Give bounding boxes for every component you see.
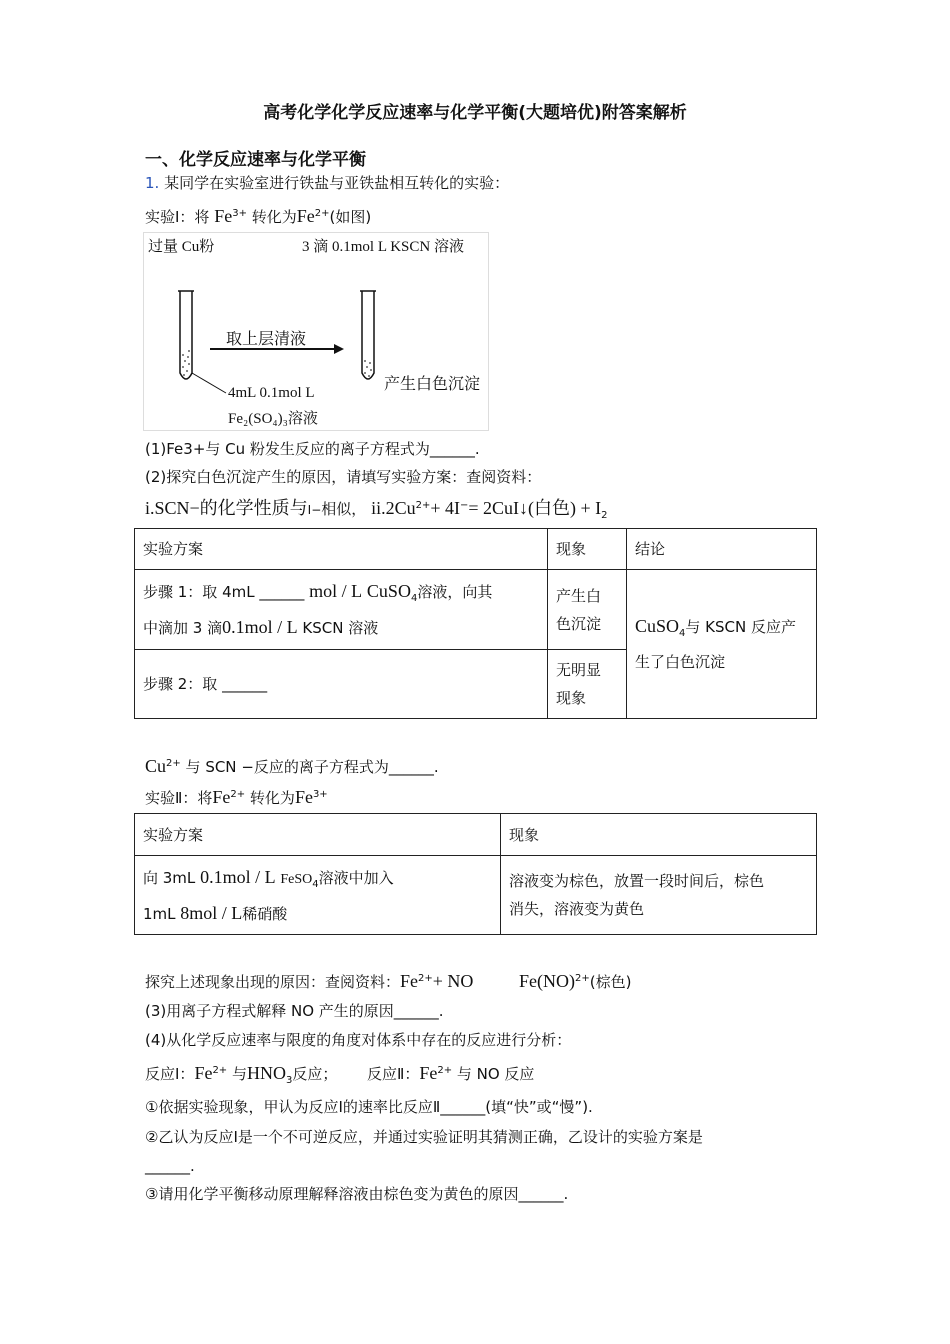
t2-conc: 0.1mol / L [200, 866, 276, 887]
info-ii-sub: 2 [601, 510, 608, 521]
step1-phen-a: 产生白 [556, 586, 602, 605]
react2-tail: 与 NO 反应 [456, 1065, 535, 1083]
cu-scn-question [145, 753, 439, 778]
sub-question-1: ①依据实验现象，甲认为反应Ⅰ的速率比反应Ⅱ______(填“快”或“慢”). [145, 1098, 593, 1116]
step1-cuso: CuSO [366, 581, 411, 601]
fig-result-label: 产生白色沉淀 [384, 376, 481, 393]
sub-question-3: ③请用化学平衡移动原理解释溶液由棕色变为黄色的原因______. [145, 1185, 569, 1203]
question-part-2: (2)探究白色沉淀产生的原因，请填写实验方案：查阅资料： [145, 468, 542, 486]
cu-symbol: Cu [145, 756, 167, 776]
info-ii-sup: 2+ [415, 500, 431, 511]
table2-phenomenon [501, 856, 817, 935]
table1-step2-phenomenon [548, 650, 627, 719]
explore-text-a: 探究上述现象出现的原因：查阅资料： [145, 973, 401, 991]
step1-text-c: 中滴加 3 滴 [143, 619, 223, 637]
step1-unit: mol / L [309, 581, 363, 601]
fig-cu-powder-label: 过量 Cu粉 [148, 239, 215, 255]
t2-conc2: 8mol / L [180, 902, 243, 923]
exp1-mid-text: 转化为 [251, 208, 297, 226]
question-1-intro [145, 172, 509, 194]
table2-header-phenomenon: 现象 [501, 814, 817, 856]
react1-fe: Fe [194, 1063, 213, 1083]
t2-text-b: 溶液中加入 [318, 868, 394, 887]
exp2-fe2-sup: 2+ [230, 789, 246, 800]
fig-solution-name: Fe₂(SO₄)₃溶液 [228, 411, 318, 427]
explore-fe: Fe [400, 971, 419, 991]
table1-header-conclusion: 结论 [627, 529, 817, 570]
section-heading: 一、化学反应速率与化学平衡 [145, 150, 366, 170]
fig-arrow-label: 取上层清液 [226, 331, 307, 348]
fig-drawing [144, 233, 488, 430]
exp1-fe2: Fe [296, 206, 315, 226]
exp1-end-text: (如图) [329, 208, 372, 226]
experiment-table-2 [134, 813, 817, 935]
exp2-mid-text: 转化为 [249, 789, 295, 807]
react1-hno-sub: 3 [285, 1075, 293, 1086]
explore-color: (棕色) [589, 973, 632, 991]
exp2-fe3: Fe [294, 787, 313, 807]
cu-sup: 2+ [166, 758, 181, 769]
t2-feso-sub: 4 [312, 878, 319, 890]
info-ii-iodide: + 4I [430, 498, 460, 518]
exp1-fe3-sup: 3+ [232, 208, 247, 219]
t2-phen-a: 溶液变为棕色，放置一段时间后，棕色 [509, 872, 765, 890]
explore-fe-no: Fe(NO) [518, 971, 575, 991]
step1-phen-b: 色沉淀 [556, 614, 602, 633]
explore-reference [145, 968, 631, 993]
table1-step2-plan: 步骤 2：取 ______ [135, 650, 548, 719]
info-i-tail: 相似， [321, 500, 367, 518]
table1-step1-plan [135, 570, 548, 650]
document-title: 高考化学化学反应速率与化学平衡(大题培优)附答案解析 [263, 103, 687, 123]
exp2-label-text: 实验Ⅱ：将 [145, 789, 213, 807]
t2-text-c: 1mL [143, 904, 176, 923]
explore-fe-sup: 2+ [418, 973, 433, 984]
exp2-fe2: Fe [212, 787, 231, 807]
info-i-iodide: I− [307, 503, 322, 517]
table1-header-plan: 实验方案 [135, 529, 548, 570]
conclusion-cuso-sub: 4 [679, 628, 686, 639]
precipitate-dots-icon [364, 360, 372, 377]
sub-question-2-cont: ______. [145, 1157, 195, 1175]
t2-text-d: 稀硝酸 [242, 904, 288, 923]
experiment-table-1 [134, 528, 817, 719]
info-ii-products: = 2CuI↓(白色) + I [468, 498, 602, 518]
exp1-fe2-sup: 2+ [314, 208, 330, 219]
react1-tail: 反应； [292, 1065, 338, 1083]
table1-conclusion [627, 570, 817, 719]
reactions-line [145, 1060, 534, 1092]
info-i-text: i.SCN−的化学性质与 [145, 498, 308, 518]
t2-feso: FeSO [280, 871, 313, 887]
explore-no: + NO [432, 971, 474, 991]
step1-text-d: KSCN 溶液 [302, 619, 379, 637]
react2-fe-sup: 2+ [437, 1065, 453, 1076]
table2-header-plan: 实验方案 [135, 814, 501, 856]
step1-text-a: 步骤 1：取 4mL ______ [143, 583, 310, 601]
reference-info [145, 495, 608, 527]
react1-fe-sup: 2+ [212, 1065, 228, 1076]
step2-phen-b: 现象 [556, 689, 587, 707]
exp1-label-text: 实验Ⅰ：将 [145, 208, 210, 226]
t2-phen-b: 消失，溶液变为黄色 [509, 900, 645, 918]
table1-step1-phenomenon [548, 570, 627, 650]
explore-fe-no-sup: 2+ [574, 973, 590, 984]
liquid-dots-icon [182, 350, 190, 376]
exp1-fe3: Fe [214, 206, 233, 226]
question-part-4: (4)从化学反应速率与限度的角度对体系中存在的反应进行分析： [145, 1031, 572, 1049]
info-ii-text: ii.2Cu [371, 498, 416, 518]
question-intro-text: 某同学在实验室进行铁盐与亚铁盐相互转化的实验： [164, 174, 510, 192]
info-ii-sup2: − [459, 500, 469, 511]
step1-conc: 0.1mol / L [222, 617, 298, 637]
exp2-fe3-sup: 3+ [312, 789, 328, 800]
question-part-3: (3)用离子方程式解释 NO 产生的原因______. [145, 1002, 444, 1020]
t2-text-a: 向 3mL [143, 868, 196, 887]
table2-plan [135, 856, 501, 935]
react2-fe: Fe [419, 1063, 438, 1083]
experiment-2-label [145, 784, 328, 809]
cu-scn-text-b: 与 SCN [185, 758, 237, 776]
question-number: 1. [145, 174, 160, 192]
experiment-figure [143, 232, 489, 431]
conclusion-text-a: 与 KSCN 反应产 [685, 618, 796, 636]
react1-hno: HNO [246, 1063, 286, 1083]
sub-question-2: ②乙认为反应Ⅰ是一个不可逆反应，并通过实验证明其猜测正确，乙设计的实验方案是 [145, 1128, 703, 1146]
react1-label: 反应Ⅰ： [145, 1065, 195, 1083]
fig-kscn-label: 3 滴 0.1mol L KSCN 溶液 [302, 239, 464, 255]
table1-header-phenomenon: 现象 [548, 529, 627, 570]
react2-label: 反应Ⅱ： [366, 1065, 420, 1083]
step2-phen-a: 无明显 [556, 661, 602, 679]
test-tube-icon [362, 291, 374, 379]
conclusion-text-b: 生了白色沉淀 [635, 653, 726, 671]
question-part-1: (1)Fe3+与 Cu 粉发生反应的离子方程式为______. [145, 440, 480, 458]
conclusion-cuso: CuSO [635, 616, 680, 636]
step1-text-b: 溶液，向其 [417, 583, 493, 601]
react1-and: 与 [231, 1065, 247, 1083]
cu-scn-text-c: −反应的离子方程式为______. [241, 758, 439, 776]
experiment-1-label [145, 203, 371, 228]
fig-solution-conc: 4mL 0.1mol L [228, 385, 315, 401]
step1-cuso-sub: 4 [410, 593, 418, 604]
test-tube-icon [180, 291, 192, 379]
